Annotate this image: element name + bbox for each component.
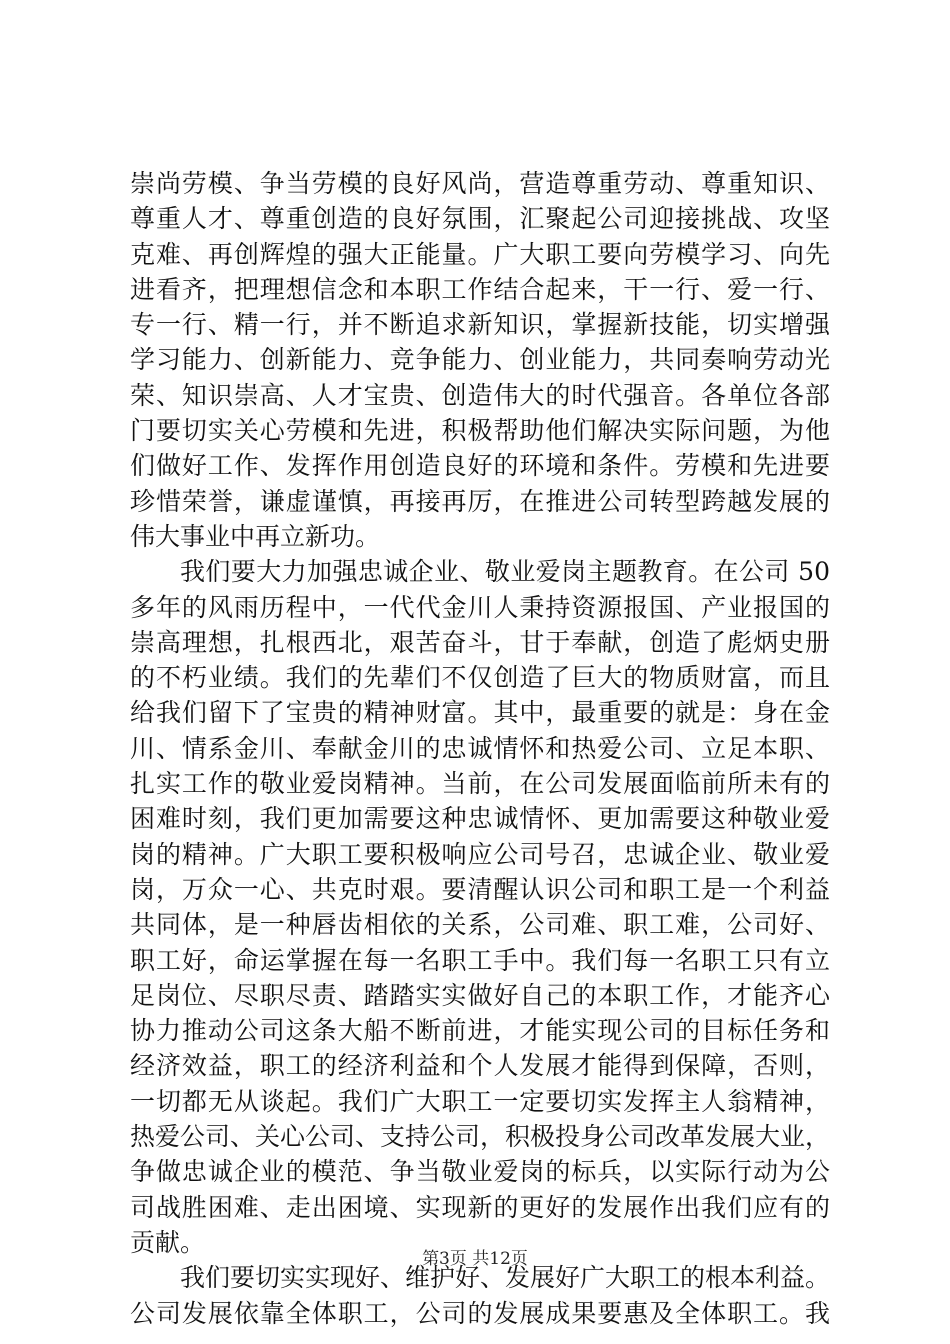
text-line: 司战胜困难、走出困境、实现新的更好的发展作出我们应有的 — [130, 1192, 830, 1222]
text-line: 职工好，命运掌握在每一名职工手中。我们每一名职工只有立 — [130, 945, 830, 975]
text-line: 多年的风雨历程中，一代代金川人秉持资源报国、产业报国的 — [130, 592, 830, 622]
text-line: 崇高理想，扎根西北，艰苦奋斗，甘于奉献，创造了彪炳史册 — [130, 627, 830, 657]
text-line: 经济效益，职工的经济利益和个人发展才能得到保障，否则， — [130, 1051, 830, 1081]
text-line: 门要切实关心劳模和先进，积极帮助他们解决实际问题，为他 — [130, 416, 830, 446]
text-line: 给我们留下了宝贵的精神财富。其中，最重要的就是：身在金 — [130, 698, 830, 728]
page-footer: 第3页 共12页 — [422, 1249, 528, 1269]
text-line: 共同体，是一种唇齿相依的关系，公司难、职工难，公司好、 — [130, 910, 830, 940]
text-line: 尊重人才、尊重创造的良好氛围，汇聚起公司迎接挑战、攻坚 — [130, 204, 830, 234]
text-line: 岗，万众一心、共克时艰。要清醒认识公司和职工是一个利益 — [130, 874, 830, 904]
text-line: 困难时刻，我们更加需要这种忠诚情怀、更加需要这种敬业爱 — [130, 804, 830, 834]
text-line: 荣、知识崇高、人才宝贵、创造伟大的时代强音。各单位各部 — [130, 380, 830, 410]
text-line: 学习能力、创新能力、竞争能力、创业能力，共同奏响劳动光 — [130, 345, 830, 375]
text-line: 崇尚劳模、争当劳模的良好风尚，营造尊重劳动、尊重知识、 — [130, 169, 830, 198]
text-line: 岗的精神。广大职工要积极响应公司号召，忠诚企业、敬业爱 — [130, 839, 830, 869]
paragraph-start-line: 我们要大力加强忠诚企业、敬业爱岗主题教育。在公司 50 — [180, 557, 830, 587]
text-line: 足岗位、尽职尽责、踏踏实实做好自己的本职工作，才能齐心 — [130, 980, 830, 1010]
text-line: 扎实工作的敬业爱岗精神。当前，在公司发展面临前所未有的 — [130, 769, 830, 799]
text-line: 的不朽业绩。我们的先辈们不仅创造了巨大的物质财富，而且 — [130, 663, 830, 693]
text-line: 珍惜荣誉，谦虚谨慎，再接再厉，在推进公司转型跨越发展的 — [130, 486, 830, 516]
text-line: 川、情系金川、奉献金川的忠诚情怀和热爱公司、立足本职、 — [130, 733, 830, 763]
text-line: 专一行、精一行，并不断追求新知识，掌握新技能，切实增强 — [130, 310, 830, 340]
paragraph-start-line: 我们要切实实现好、维护好、发展好广大职工的根本利益。 — [180, 1263, 831, 1293]
text-line: 们做好工作、发挥作用创造良好的环境和条件。劳模和先进要 — [130, 451, 830, 481]
body-text — [130, 166, 830, 1331]
text-line: 争做忠诚企业的模范、争当敬业爱岗的标兵，以实际行动为公 — [130, 1157, 830, 1187]
text-line: 克难、再创辉煌的强大正能量。广大职工要向劳模学习、向先 — [130, 239, 830, 269]
text-line: 协力推动公司这条大船不断前进，才能实现公司的目标任务和 — [130, 1016, 830, 1046]
text-line: 贡献。 — [130, 1227, 206, 1257]
text-line: 进看齐，把理想信念和本职工作结合起来，干一行、爱一行、 — [130, 274, 830, 304]
text-line: 公司发展依靠全体职工，公司的发展成果要惠及全体职工。我 — [130, 1298, 830, 1328]
text-line: 伟大事业中再立新功。 — [130, 521, 381, 551]
text-line: 一切都无从谈起。我们广大职工一定要切实发挥主人翁精神， — [130, 1086, 830, 1116]
text-line: 热爱公司、关心公司、支持公司，积极投身公司改革发展大业， — [130, 1122, 831, 1152]
